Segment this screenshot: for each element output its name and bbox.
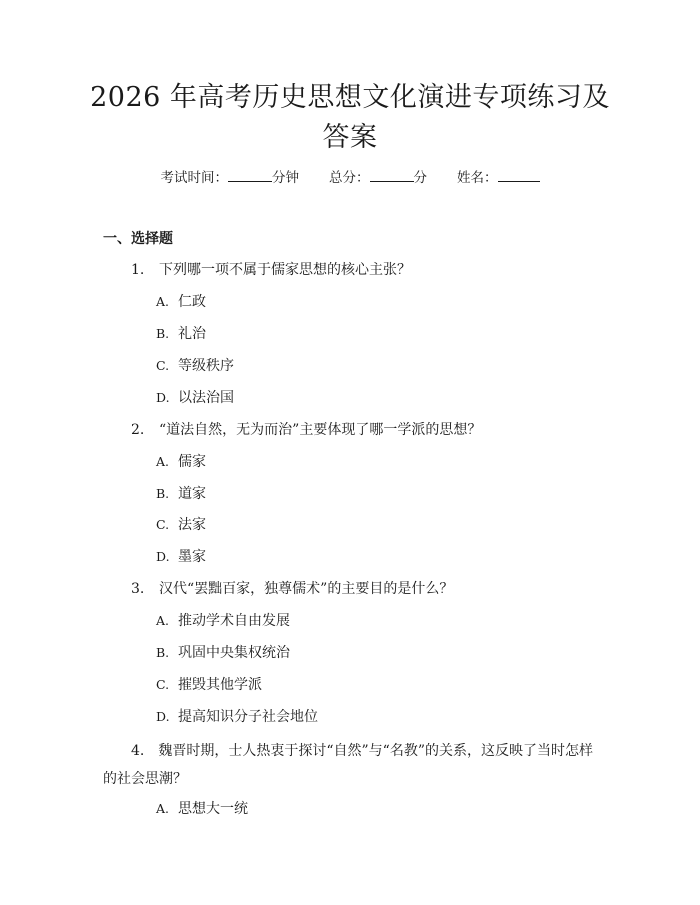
option-letter: C. — [156, 517, 170, 532]
question-stem: “道法自然，无为而治”主要体现了哪一学派的思想？ — [159, 422, 482, 438]
option-text: 儒家 — [178, 454, 206, 470]
question-4 — [103, 737, 603, 793]
option-text: 提高知识分子社会地位 — [178, 709, 318, 725]
option-text: 墨家 — [178, 549, 206, 565]
question-3-option-d — [156, 707, 318, 727]
exam-time-unit: 分钟 — [272, 170, 299, 186]
option-text: 道家 — [178, 486, 206, 502]
option-text: 以法治国 — [178, 390, 234, 406]
question-number: 2. — [131, 422, 145, 438]
question-2-option-b — [156, 484, 206, 504]
question-4-option-a — [156, 799, 248, 819]
option-text: 等级秩序 — [178, 358, 234, 374]
question-2-option-d — [156, 547, 206, 567]
question-2-option-a — [156, 452, 206, 472]
exam-time-label: 考试时间： — [160, 170, 228, 186]
option-text: 礼治 — [178, 326, 206, 342]
option-letter: D. — [156, 709, 170, 724]
option-letter: B. — [156, 645, 170, 660]
student-name-label: 姓名： — [457, 170, 498, 186]
question-1-option-b — [156, 324, 206, 344]
option-text: 巩固中央集权统治 — [178, 645, 290, 661]
student-name-blank — [498, 169, 540, 182]
option-letter: D. — [156, 549, 170, 564]
option-letter: B. — [156, 326, 170, 341]
question-stem: 汉代“罢黜百家，独尊儒术”的主要目的是什么？ — [159, 581, 454, 597]
option-text: 推动学术自由发展 — [178, 613, 290, 629]
exam-time-field — [161, 169, 300, 187]
total-score-field — [329, 169, 427, 187]
question-stem: 下列哪一项不属于儒家思想的核心主张？ — [159, 262, 411, 278]
option-letter: A. — [156, 613, 170, 628]
option-letter: A. — [156, 294, 170, 309]
total-score-label: 总分： — [329, 170, 370, 186]
option-letter: A. — [156, 801, 170, 816]
question-stem: 魏晋时期，士人热衷于探讨“自然”与“名教”的关系，这反映了当时怎样的社会思潮？ — [103, 743, 593, 787]
option-text: 法家 — [178, 517, 206, 533]
question-2-option-c — [156, 515, 206, 535]
option-text: 思想大一统 — [178, 801, 248, 817]
option-letter: D. — [156, 390, 170, 405]
exam-time-blank — [228, 169, 272, 182]
total-score-unit: 分 — [413, 170, 427, 186]
question-number: 1. — [131, 262, 145, 278]
student-name-field — [457, 169, 540, 187]
question-number: 3. — [131, 581, 145, 597]
question-number: 4. — [131, 743, 145, 759]
document-title: 2026 年高考历史思想文化演进专项练习及答案 — [90, 82, 610, 153]
option-letter: C. — [156, 358, 170, 373]
option-letter: B. — [156, 486, 170, 501]
question-1-option-d — [156, 388, 234, 408]
exam-meta-line — [0, 169, 700, 187]
section-heading: 一、选择题 — [103, 231, 173, 247]
option-letter: A. — [156, 454, 170, 469]
question-1-option-c — [156, 356, 234, 376]
question-3-option-a — [156, 611, 290, 631]
question-3-option-b — [156, 643, 290, 663]
total-score-blank — [370, 169, 414, 182]
question-3-option-c — [156, 675, 262, 695]
option-text: 摧毁其他学派 — [178, 677, 262, 693]
option-text: 仁政 — [178, 294, 206, 310]
option-letter: C. — [156, 677, 170, 692]
question-1-option-a — [156, 292, 206, 312]
